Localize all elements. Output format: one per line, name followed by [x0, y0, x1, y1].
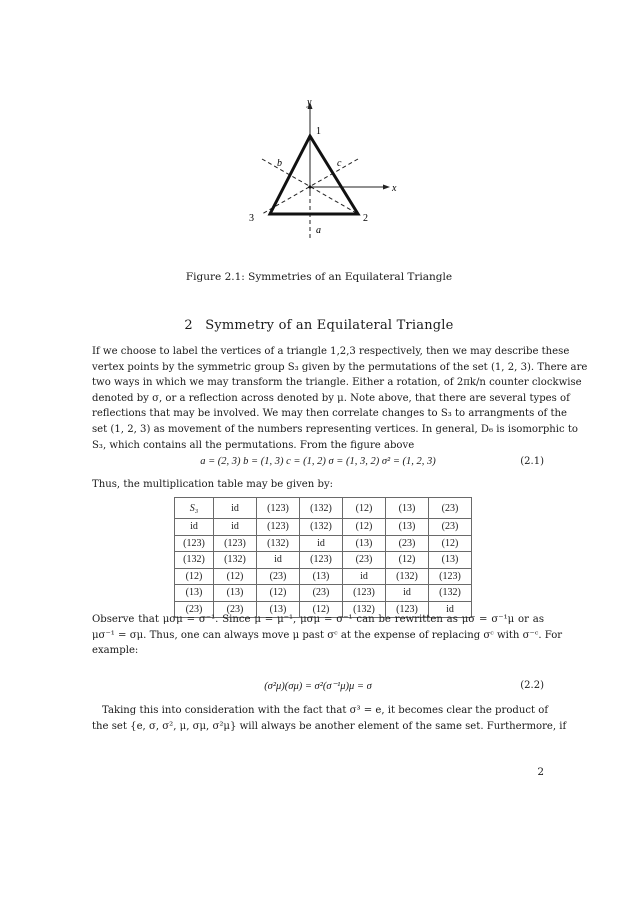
table-cell: (123) — [386, 601, 429, 618]
table-row — [175, 535, 472, 552]
paragraph-observe — [92, 612, 563, 659]
table-cell: (13) — [300, 568, 343, 585]
multiplication-table — [174, 497, 472, 618]
x-axis-label: x — [392, 183, 397, 194]
table-cell: (23) — [214, 601, 257, 618]
table-cell: (23) — [343, 552, 386, 569]
table-cell: (123) — [343, 585, 386, 602]
table-column-header: (12) — [343, 498, 386, 519]
table-cell: id — [257, 552, 300, 569]
table-cell: (13) — [343, 535, 386, 552]
table-cell: (132) — [429, 585, 472, 602]
table-row — [175, 552, 472, 569]
table-row-header: (13) — [175, 585, 214, 602]
equation-body: (σ²μ)(σμ) = σ²(σ⁻¹μ)μ = σ — [264, 681, 372, 692]
table-column-header: (123) — [257, 498, 300, 519]
section-title-text: Symmetry of an Equilateral Triangle — [205, 318, 454, 333]
vertex-2-label: 2 — [363, 213, 368, 224]
table-cell: (132) — [257, 535, 300, 552]
axis-b-label: b — [277, 158, 282, 169]
table-cell: (12) — [214, 568, 257, 585]
vertex-1-label: 1 — [316, 126, 321, 137]
text-line: Taking this into consideration with the fact that σ³ = e, it becomes clear the product of — [102, 705, 549, 716]
y-axis-label: y — [307, 97, 312, 108]
triangle-center-dot — [308, 185, 311, 188]
table-cell: (132) — [214, 552, 257, 569]
figure-caption: Figure 2.1: Symmetries of an Equilateral Triangle — [185, 271, 453, 283]
table-cell: (123) — [429, 568, 472, 585]
table-cell: (132) — [343, 601, 386, 618]
equation-number: (2.2) — [520, 680, 544, 691]
table-row — [175, 568, 472, 585]
table-cell: (23) — [429, 519, 472, 536]
table-cell: id — [214, 519, 257, 536]
table-row-header: (123) — [175, 535, 214, 552]
table-intro — [92, 477, 544, 493]
text-line: Observe that μσμ = σ⁻¹. Since μ = μ⁻¹, μσμ = σ⁻¹ can be rewritten as μσ = σ⁻¹μ or as — [92, 614, 544, 625]
table-cell: (13) — [214, 585, 257, 602]
paragraph-closure — [92, 703, 567, 734]
table-column-header: id — [214, 498, 257, 519]
triangle-figure — [240, 92, 410, 240]
table-cell: (123) — [300, 552, 343, 569]
table-cell: (23) — [257, 568, 300, 585]
text-line: the set {e, σ, σ², μ, σμ, σ²μ} will always be another element of the same set. Furthermore, if — [92, 720, 567, 732]
text-line: two ways in which we may transform the triangle. Either a rotation, of 2πk/n counter clockwise — [92, 377, 582, 389]
table-row-header: (12) — [175, 568, 214, 585]
text-line: If we choose to label the vertices of a triangle 1,2,3 respectively, then we may describe these — [92, 346, 570, 357]
table-row — [175, 585, 472, 602]
table-cell: (123) — [257, 519, 300, 536]
text-line: reflections that may be involved. We may then correlate changes to S₃ to arrangments of the — [92, 408, 568, 420]
table-column-header: (23) — [429, 498, 472, 519]
table-column-header: (132) — [300, 498, 343, 519]
table-cell: (13) — [386, 519, 429, 536]
table-cell: (23) — [386, 535, 429, 552]
table-cell: (12) — [257, 585, 300, 602]
table-column-header: (13) — [386, 498, 429, 519]
vertex-3-label: 3 — [249, 213, 254, 224]
table-cell: (132) — [300, 519, 343, 536]
table-cell: (23) — [300, 585, 343, 602]
table-row — [175, 519, 472, 536]
section-number: 2 — [184, 318, 193, 333]
table-cell: (13) — [429, 552, 472, 569]
paragraph-intro — [92, 344, 588, 453]
text-line: S₃, which contains all the permutations. From the figure above — [92, 439, 415, 451]
table-cell: (132) — [386, 568, 429, 585]
section-heading — [0, 318, 638, 333]
table-cell: id — [429, 601, 472, 618]
equation-body: a = (2, 3) b = (1, 3) c = (1, 2) σ = (1, 3, 2) σ² = (1, 2, 3) — [200, 456, 436, 467]
text-line: denoted by σ, or a reflection across denoted by μ. Note above, that there are several types of — [92, 392, 570, 404]
table-cell: id — [386, 585, 429, 602]
table-corner-header: S₃ — [175, 498, 214, 519]
text-line: μσ⁻¹ = σμ. Thus, one can always move μ past σᶜ at the expense of replacing σᶜ with σ⁻ᶜ. For — [92, 629, 563, 641]
table-cell: (13) — [257, 601, 300, 618]
table-cell: (12) — [300, 601, 343, 618]
equation-number: (2.1) — [520, 456, 544, 467]
table-cell: (12) — [343, 519, 386, 536]
table-row-header: (132) — [175, 552, 214, 569]
table-cell: (123) — [214, 535, 257, 552]
table-cell: (12) — [386, 552, 429, 569]
table-cell: id — [343, 568, 386, 585]
axis-c-label: c — [337, 158, 342, 169]
table-row-header: (23) — [175, 601, 214, 618]
text-line: set (1, 2, 3) as movement of the numbers representing vertices. In general, D₆ is isomorphic to — [92, 423, 579, 435]
table-row-header: id — [175, 519, 214, 536]
text-line: vertex points by the symmetric group S₃ given by the permutations of the set (1, 2, 3). There are — [92, 361, 588, 373]
table-cell: id — [300, 535, 343, 552]
table-header-row — [175, 498, 472, 519]
text-line: Thus, the multiplication table may be given by: — [92, 479, 334, 490]
axis-a-label: a — [316, 225, 321, 236]
table-cell: (12) — [429, 535, 472, 552]
x-axis-arrow — [383, 185, 390, 190]
page-number: 2 — [537, 766, 544, 778]
text-line: example: — [92, 645, 139, 657]
